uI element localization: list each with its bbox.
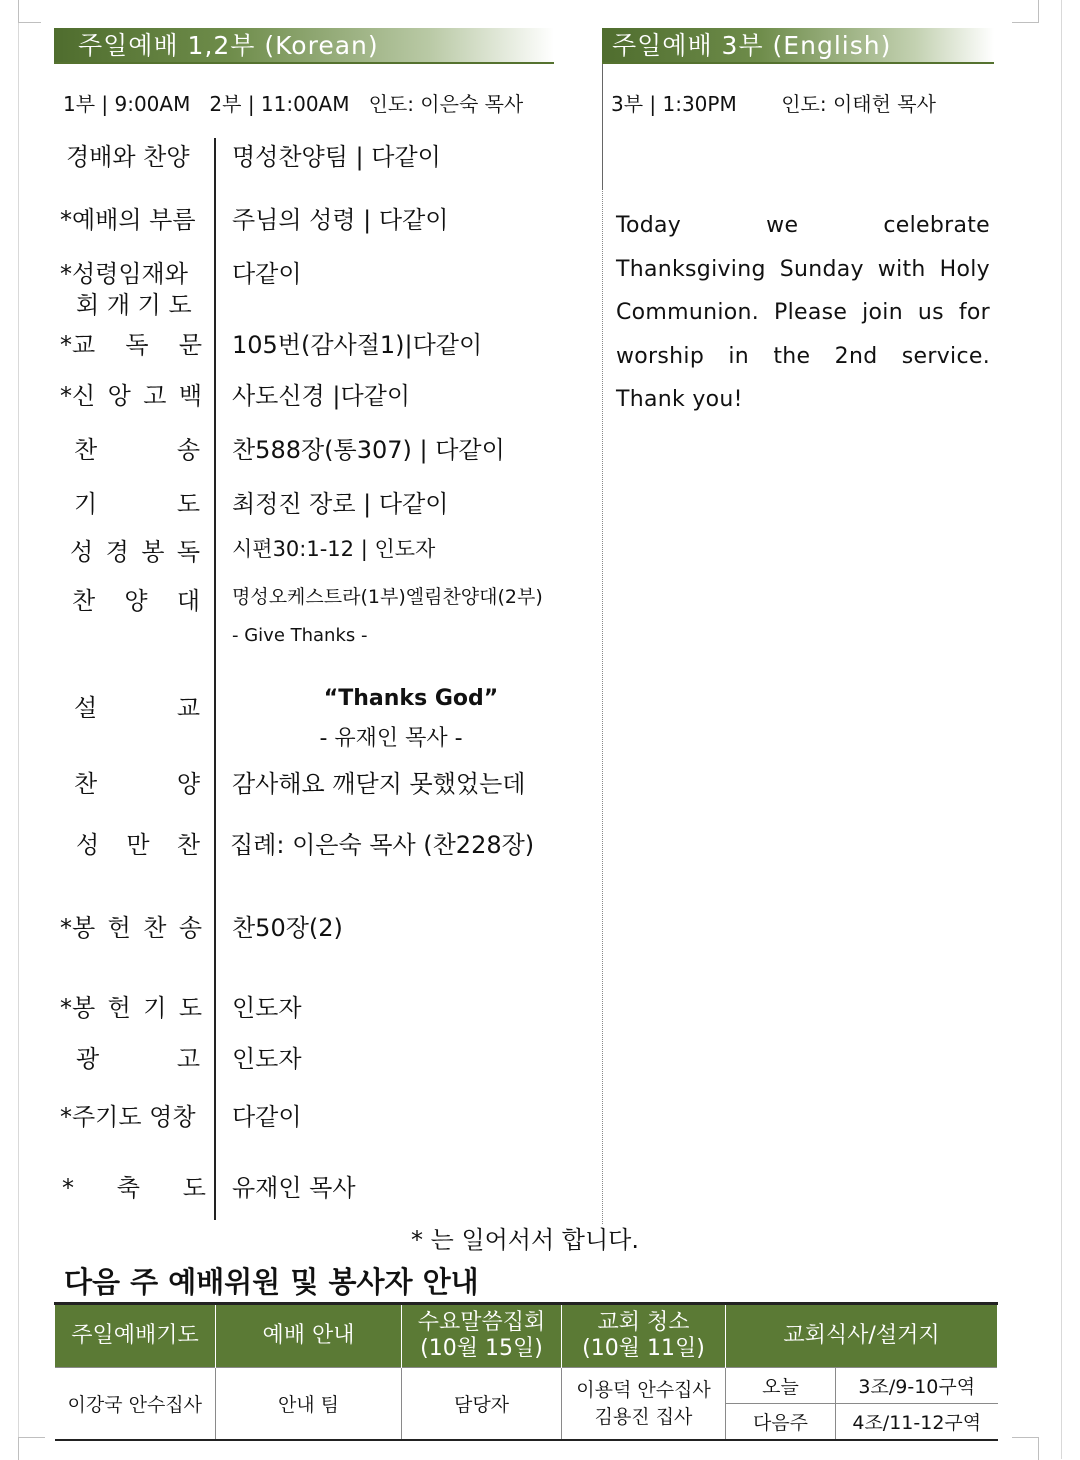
meal-next-label: 다음주 xyxy=(726,1404,836,1441)
header-meal: 교회식사/설거지 xyxy=(726,1304,998,1368)
order-label: 설 교 xyxy=(74,694,200,722)
header-underline xyxy=(54,62,554,64)
order-label: 회 개 기 도 xyxy=(76,291,192,319)
corner-mark xyxy=(1012,1437,1039,1460)
order-label: * 축 도 xyxy=(62,1174,206,1202)
header-cleaning xyxy=(562,1304,726,1368)
order-content: 최정진 장로 | 다같이 xyxy=(232,490,449,518)
prayer-cell: 이강국 안수집사 xyxy=(55,1368,216,1441)
order-content: 인도자 xyxy=(232,1045,302,1073)
order-content: - 유재인 목사 - xyxy=(319,726,463,751)
header-prayer: 주일예배기도 xyxy=(55,1304,216,1368)
corner-mark xyxy=(18,1437,45,1460)
korean-service-header: 주일예배 1,2부 (Korean) xyxy=(54,28,554,64)
order-label: 성 경 봉 독 xyxy=(70,538,200,566)
order-label: 기 도 xyxy=(74,490,200,518)
standing-note: * 는 일어서서 합니다. xyxy=(411,1226,639,1254)
usher-cell: 안내 팀 xyxy=(216,1368,402,1441)
order-content: 집례: 이은숙 목사 (찬228장) xyxy=(230,831,535,859)
order-label: *교 독 문 xyxy=(60,331,202,359)
order-content: 찬588장(통307) | 다같이 xyxy=(232,436,505,464)
order-label: 찬 송 xyxy=(74,436,200,464)
header-usher: 예배 안내 xyxy=(216,1304,402,1368)
header-wednesday-title: 수요말씀집회 xyxy=(417,1310,546,1335)
header-cleaning-date: (10월 11일) xyxy=(582,1336,705,1361)
order-content: 105번(감사절1)|다같이 xyxy=(232,331,483,359)
order-label: 경배와 찬양 xyxy=(66,143,190,171)
cleaning-cell xyxy=(562,1368,726,1441)
column-separator xyxy=(602,64,603,1224)
english-service-notice: Today we celebrate Thanksgiving Sunday with Holy Communion. Please join us for worship in the 2nd service. Thank you! xyxy=(616,213,990,412)
corner-mark xyxy=(18,0,41,23)
next-week-table xyxy=(54,1302,998,1441)
korean-service-times: 1부 | 9:00AM 2부 | 11:00AM 인도: 이은숙 목사 xyxy=(63,92,524,116)
order-content: 인도자 xyxy=(232,994,302,1022)
order-content: 유재인 목사 xyxy=(232,1174,356,1202)
meal-today-value: 3조/9-10구역 xyxy=(836,1368,998,1404)
order-content: 사도신경 |다같이 xyxy=(232,382,411,410)
column-separator-top xyxy=(602,64,603,190)
order-label: *봉 헌 기 도 xyxy=(60,994,202,1022)
order-label: *신 앙 고 백 xyxy=(60,382,202,410)
header-wednesday-date: (10월 15일) xyxy=(420,1336,543,1361)
order-label: *주기도 영창 xyxy=(60,1103,196,1131)
next-week-title: 다음 주 예배위원 및 봉사자 안내 xyxy=(64,1265,479,1299)
header-wednesday xyxy=(402,1304,562,1368)
order-content: 시편30:1-12 | 인도자 xyxy=(232,537,436,561)
header-cleaning-title: 교회 청소 xyxy=(597,1310,690,1335)
order-content: 감사해요 깨닫지 못했었는데 xyxy=(232,770,526,798)
corner-mark xyxy=(1012,0,1039,23)
page-edge-right xyxy=(1061,0,1062,1459)
order-content: 다같이 xyxy=(232,1103,302,1131)
order-content: 다같이 xyxy=(232,260,302,288)
sermon-title: “Thanks God” xyxy=(323,686,499,711)
wednesday-cell: 담당자 xyxy=(402,1368,562,1441)
order-content: 명성오케스트라(1부)엘림찬양대(2부) xyxy=(232,586,543,608)
header-underline xyxy=(602,62,994,64)
order-label: 광 고 xyxy=(76,1045,200,1073)
order-content: 명성찬양팀 | 다같이 xyxy=(232,143,441,171)
cleaning-name-2: 김용진 집사 xyxy=(594,1405,693,1428)
order-label: 찬 양 대 xyxy=(72,587,200,615)
english-service-times: 3부 | 1:30PM 인도: 이태헌 목사 xyxy=(611,92,936,116)
meal-today-label: 오늘 xyxy=(726,1368,836,1404)
order-content: - Give Thanks - xyxy=(232,625,368,646)
order-label: 찬 양 xyxy=(74,770,200,798)
meal-next-value: 4조/11-12구역 xyxy=(836,1404,998,1441)
order-content: 주님의 성령 | 다같이 xyxy=(232,206,449,234)
order-label: 성 만 찬 xyxy=(76,831,200,859)
cleaning-name-1: 이용덕 안수집사 xyxy=(576,1378,711,1401)
order-label: *예배의 부름 xyxy=(60,206,196,234)
order-label: *성령임재와 xyxy=(60,260,188,288)
order-content: 찬50장(2) xyxy=(232,914,343,942)
order-label: *봉 헌 찬 송 xyxy=(60,914,202,942)
order-column-divider xyxy=(214,138,216,1220)
english-service-header: 주일예배 3부 (English) xyxy=(602,28,994,64)
